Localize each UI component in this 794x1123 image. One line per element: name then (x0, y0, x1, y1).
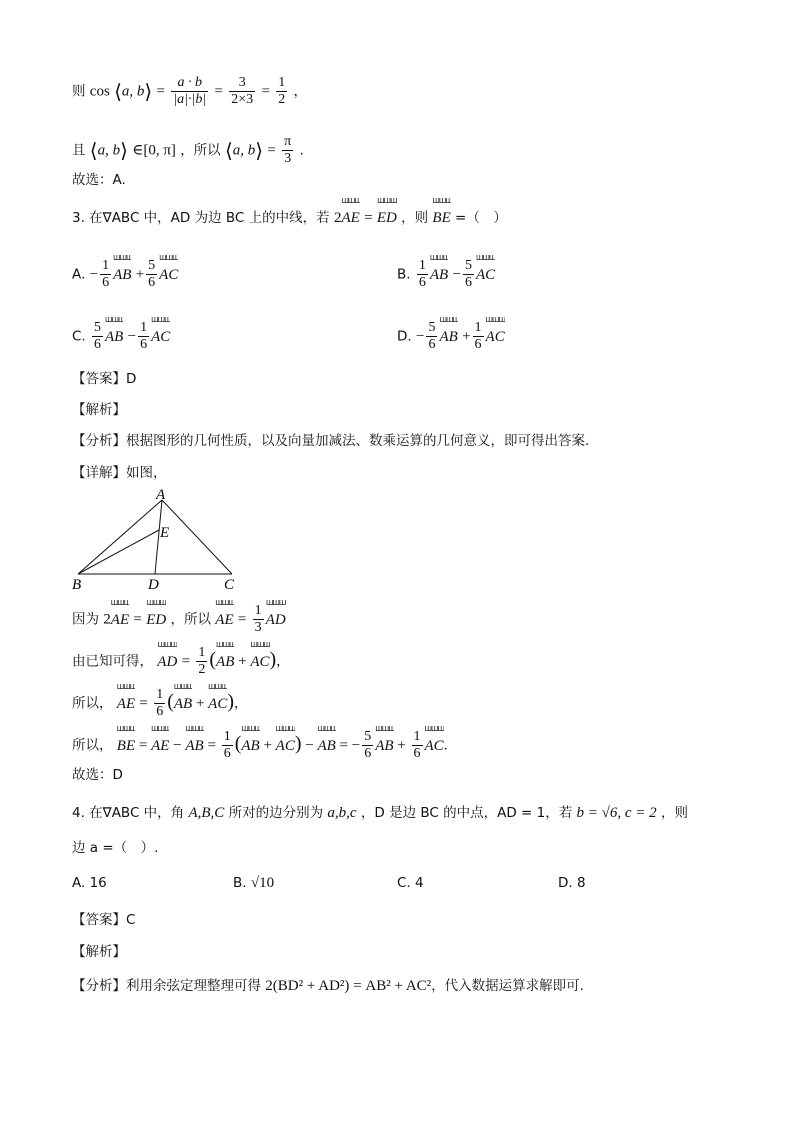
vec-ae: ШШШ AE (117, 694, 135, 714)
q3-step3: 所以， ШШШ AE = $\frac{1}{6}$ (ШШШ AB + ШШШ AC)， (72, 687, 248, 720)
equals-sign: = (214, 83, 223, 100)
vec-ac: ШШШ AC (208, 694, 227, 714)
fenxi-text: 根据图形的几何性质，以及向量加减法、数乘运算的几何意义，即可得出答案. (126, 433, 590, 449)
coef-sixth: $\frac{1}{6}$ (223, 729, 231, 761)
label-d: D (148, 577, 159, 593)
q4-analysis-tag: 【解析】 (72, 944, 126, 960)
q4-mid2: ，D 是边 BC 的中点，AD = 1，若 (360, 805, 573, 821)
q4-option-b[interactable] (233, 873, 274, 893)
q3-stem (72, 208, 507, 228)
vec-ac: ШШШ AC (276, 736, 295, 756)
fenxi-tag: 【分析】 (72, 433, 126, 449)
equals-sign: = (135, 737, 152, 754)
vec-ab: ШШШ AB (317, 736, 335, 756)
vec-ac: ШШШ AC (425, 736, 444, 756)
option-op: + (135, 266, 145, 283)
result-fraction (276, 75, 287, 108)
vector-pair: a, b (97, 142, 121, 159)
vec-ae: ШШШ AE (151, 736, 169, 756)
step-prefix: 由已知可得， (72, 653, 153, 670)
answer-value: C (126, 912, 136, 928)
period: . (443, 737, 448, 754)
q3-option-a[interactable] (72, 258, 178, 291)
vec-ac: ШШШ AC (151, 327, 170, 347)
q4-given: b = √6, c = 2 (576, 805, 657, 821)
angle-bracket-left: ⟨ (224, 138, 233, 163)
paren-left: ( (209, 648, 217, 671)
step-prefix: 所以， (72, 695, 113, 712)
vec-ac: ШШШ AC (476, 265, 495, 285)
paren-right: ) (227, 690, 234, 713)
fenxi-suffix: ，代入数据运算求解即可. (431, 978, 584, 994)
vec-ab: ШШШ AB (216, 652, 234, 672)
option-op: − (127, 328, 137, 345)
vec-ab: ШШШ AB (105, 327, 123, 347)
dot-product-fraction: $\frac{a \cdot b}{|a|\cdot|b|}$ (173, 75, 207, 107)
vec-ae: ШШШ AE (111, 610, 129, 630)
label-b: B (72, 577, 82, 593)
label-a: A (156, 487, 166, 503)
q4-fenxi-line (72, 976, 584, 996)
paren-right: ) (269, 648, 277, 671)
q3-stem-mid: ，则 (401, 210, 429, 226)
q4-option-d[interactable]: D. 8 (558, 875, 586, 891)
frac-num: 5 (148, 258, 156, 273)
frac-den: 6 (464, 275, 472, 290)
equals-sign: = (181, 653, 191, 670)
vec-ac: ШШШ AC (250, 652, 269, 672)
q3-final: 故选：D (72, 767, 123, 783)
vec-ed: ШШШ ED (146, 610, 166, 630)
plus-sign: + (192, 695, 209, 712)
frac-num: 1 (140, 320, 148, 335)
q3-fenxi-line (72, 431, 589, 451)
option-sign: − (415, 328, 425, 345)
fenxi-tag: 【分析】 (72, 978, 126, 994)
coef-1 (92, 320, 103, 353)
coef-third: $\frac{1}{3}$ (254, 603, 262, 635)
q4-prefix: 4. 在∇ABC 中，角 (72, 805, 185, 821)
q4-angles: A,B,C (188, 805, 225, 821)
range-interval: ∈[0, π] (132, 142, 176, 159)
vec-be: ШШШ BE (117, 736, 135, 756)
cos-word: cos (89, 83, 110, 100)
q3-option-b[interactable] (397, 258, 495, 291)
q4-stem-line2: 边 a =（ ）. (72, 840, 159, 856)
frac-num: 1 (418, 258, 426, 273)
vector-pair: a, b (232, 142, 256, 159)
q3-option-c[interactable] (72, 320, 170, 353)
frac-den: 2×3 (231, 92, 254, 107)
option-label: B. (233, 875, 247, 891)
plus-sign: + (393, 737, 410, 754)
minus-sign: − (301, 737, 318, 754)
vec-ab: ШШШ AB (439, 327, 457, 347)
option-label: B. (397, 266, 411, 283)
q4-stem-line1 (72, 803, 688, 823)
label-e: E (160, 525, 170, 541)
cos-prefix: 则 (72, 83, 86, 100)
equals-sign: = (156, 83, 165, 100)
range-prefix: 且 (72, 142, 86, 159)
frac-den: 6 (102, 275, 110, 290)
q3-stem-prefix: 3. 在∇ABC 中，AD 为边 BC 上的中线，若 (72, 210, 330, 226)
angle-bracket-left: ⟨ (114, 79, 122, 104)
coef-1 (100, 258, 111, 291)
step-prefix: 所以， (72, 737, 113, 754)
angle-bracket-left: ⟨ (89, 138, 98, 163)
option-value: √10 (250, 875, 275, 891)
detail-tag: 【详解】 (72, 465, 126, 481)
vec-ab: ШШШ AB (113, 265, 131, 285)
option-op: + (462, 328, 471, 345)
label-c: C (224, 577, 235, 593)
q3-answer-line (72, 369, 136, 389)
frac-den: 6 (140, 337, 148, 352)
vec-ae: ШШШ AE (215, 610, 233, 630)
frac-den: 6 (148, 275, 156, 290)
section2-answer: 故选：A. (72, 172, 126, 188)
plus-sign: + (259, 737, 276, 754)
vector-pair: a, b (121, 83, 145, 100)
coef-sixth: $\frac{1}{6}$ (413, 729, 421, 761)
equals-sign: = (139, 695, 148, 712)
coef-sixth: $\frac{1}{6}$ (156, 687, 164, 719)
minus-sign: − (169, 737, 186, 754)
vec-ab: ШШШ AB (185, 736, 203, 756)
step-mid: ，所以 (170, 611, 211, 628)
frac-den: 2 (278, 92, 286, 107)
coef-2: 2 (333, 210, 342, 226)
vec-ac: ШШШ AC (486, 327, 505, 347)
angle-bracket-right: ⟩ (120, 138, 128, 163)
q3-option-d[interactable] (397, 320, 505, 353)
q4-option-c[interactable]: C. 4 (397, 875, 424, 891)
value-fraction (229, 75, 255, 108)
angle-bracket-right: ⟩ (144, 79, 153, 104)
side-ac (162, 500, 232, 574)
frac-num: 5 (428, 320, 436, 335)
answer-tag: 【答案】 (72, 371, 126, 387)
range-suffix: . (299, 142, 304, 159)
q4-answer-line (72, 910, 135, 930)
vec-ab: ШШШ AB (241, 736, 259, 756)
vec-ac: ШШШ AC (159, 265, 178, 285)
angle-bracket-right: ⟩ (255, 138, 264, 163)
q4-sides: a,b,c (327, 805, 357, 821)
vec-be: ШШШ BE (432, 208, 450, 228)
option-op: − (452, 266, 461, 283)
equals-sign: = (203, 737, 220, 754)
cos-formula-line (72, 75, 307, 108)
coef-2 (473, 320, 484, 353)
frac-num: 1 (102, 258, 110, 273)
vec-ad: ШШШ AD (266, 610, 286, 630)
equals-sign: = (261, 83, 270, 100)
q4-suffix: ，则 (660, 805, 688, 821)
q4-option-a[interactable]: A. 16 (72, 875, 107, 891)
coef-2 (146, 258, 157, 291)
frac-den: 6 (428, 337, 436, 352)
q3-step4 (72, 729, 447, 762)
option-sign: − (89, 266, 99, 283)
coef-1 (417, 258, 428, 291)
vec-ae: ШШШ AE (341, 208, 359, 228)
equals-sign: = (364, 210, 373, 226)
paren-left: ( (167, 690, 174, 713)
equals-sign: = (237, 611, 247, 628)
pi-fraction (282, 134, 293, 167)
segment-be (78, 530, 159, 574)
coef-2 (138, 320, 149, 353)
frac-den: 6 (418, 275, 426, 290)
vec-ed: ШШШ ED (377, 208, 397, 228)
triangle-figure (68, 486, 248, 594)
q3-detail-line (72, 463, 167, 483)
frac-den: 6 (94, 337, 102, 352)
frac-num: 1 (278, 75, 286, 90)
coef-2: 2 (103, 611, 111, 628)
vec-ad: ШШШ AD (157, 652, 177, 672)
fenxi-formula: 2(BD² + AD²) = AB² + AC² (265, 978, 432, 994)
paren-right: ) (294, 732, 302, 755)
frac-num: 3 (229, 75, 255, 92)
answer-tag: 【答案】 (72, 912, 126, 928)
range-mid: ，所以 (180, 142, 221, 159)
vec-ab: ШШШ AB (430, 265, 448, 285)
paren-left: ( (234, 732, 242, 755)
equals-sign: = (267, 142, 276, 159)
coef-half: $\frac{1}{2}$ (198, 645, 206, 677)
frac-den: 6 (474, 337, 482, 352)
coef-1 (426, 320, 437, 353)
q3-step1 (72, 603, 286, 636)
frac-num: 1 (474, 320, 482, 335)
frac-den: 3 (284, 151, 292, 166)
range-line (72, 134, 304, 167)
cos-suffix: ， (293, 83, 308, 100)
plus-sign: + (234, 653, 251, 670)
answer-value: D (126, 371, 137, 387)
vec-ab: ШШШ AB (174, 694, 192, 714)
option-label: D. (397, 328, 412, 345)
fenxi-prefix: 利用余弦定理整理可得 (126, 978, 261, 994)
q3-step2: 由已知可得， ШШШ AD = $\frac{1}{2}$ (ШШШ AB + ШШШ AC)， (72, 645, 290, 678)
equals-sign: = (133, 611, 142, 628)
option-label: A. (72, 266, 86, 283)
detail-text: 如图， (126, 465, 167, 481)
q3-analysis-tag: 【解析】 (72, 402, 126, 418)
q4-mid: 所对的边分别为 (228, 805, 324, 821)
vec-ab: ШШШ AB (375, 736, 393, 756)
frac-num: 5 (94, 320, 102, 335)
side-ab (78, 500, 162, 574)
option-label: C. (72, 328, 86, 345)
coef-2 (463, 258, 474, 291)
step-prefix: 因为 (72, 611, 99, 628)
equals-sign: = − (335, 737, 361, 754)
q3-stem-suffix: =（ ） (455, 210, 507, 226)
frac-num: 5 (464, 258, 472, 273)
coef-five-sixth: $\frac{5}{6}$ (364, 729, 372, 761)
frac-num: π (284, 134, 292, 149)
